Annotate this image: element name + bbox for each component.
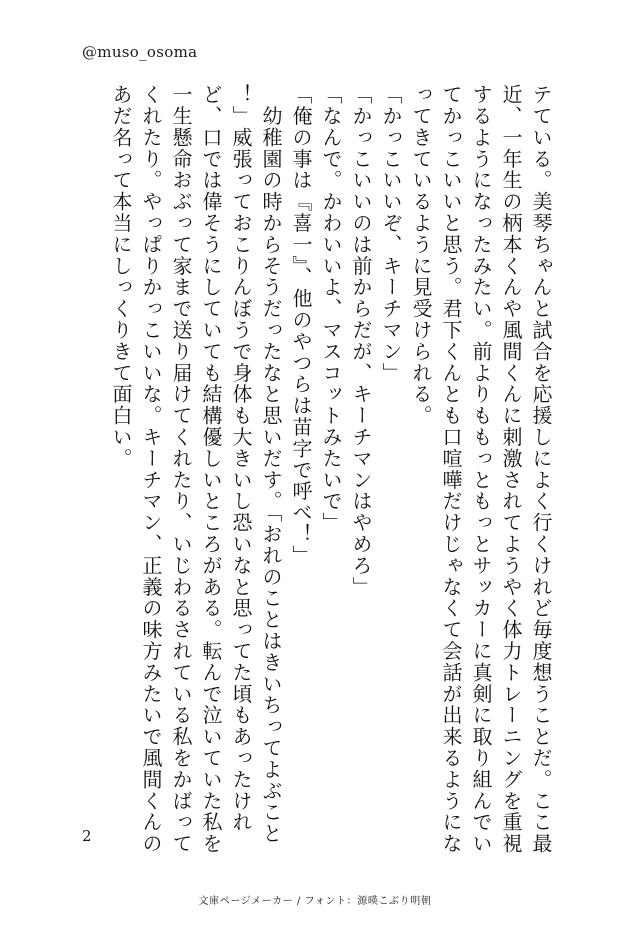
text-line: 「かっこいいぞ、キーチマン」 — [379, 84, 403, 384]
vertical-body-text — [106, 84, 556, 855]
text-line: くれたり。やっぱりかっこいいな。キーチマン、正義の味方みたいで風間くんの — [139, 84, 163, 855]
text-line: ！」威張っておこりんぼうで身体も大きいし恐いなと思ってた頃もあったけれ — [229, 84, 253, 833]
text-line: 幼稚園の時からそうだったなと思いだす。「おれのことはきいちってよぶこと — [259, 84, 283, 845]
author-handle: @muso_osoma — [82, 43, 198, 61]
text-line: 一生懸命おぶって家まで送り届けてくれたり、いじわるされている私をかばって — [169, 84, 193, 855]
text-line: あだ名って本当にしっくりきて面白い。 — [109, 84, 133, 470]
text-line: 「俺の事は『喜一』、他のやつらは苗字で呼べ！」 — [289, 84, 313, 567]
text-line: 「かっこいいのは前からだが、キーチマンはやめろ」 — [349, 84, 373, 598]
text-line: ど、口では偉そうにしていても結構優しいところがある。転んで泣いていた私を — [199, 84, 223, 855]
page-number: 2 — [82, 827, 92, 845]
text-line: 近、一年生の柄本くんや風間くんに刺激されてようやく体力トレーニングを重視 — [499, 84, 523, 855]
text-line: するようになったみたい。前よりももっともっとサッカーに真剣に取り組んでい — [469, 84, 493, 855]
footer-credit: 文庫ページメーカー / フォント：源暎こぶり明朝 — [198, 896, 432, 907]
text-line: ってきているように見受けられる。 — [409, 84, 433, 427]
text-line: テている。美琴ちゃんと試合を応援しによく行くけれど毎度想うことだ。ここ最 — [529, 84, 553, 855]
text-line: てかっこいいと思う。君下くんとも口喧嘩だけじゃなくて会話が出来るようにな — [439, 84, 463, 855]
text-line: 「なんで。かわいいよ、マスコットみたいで」 — [319, 84, 343, 534]
